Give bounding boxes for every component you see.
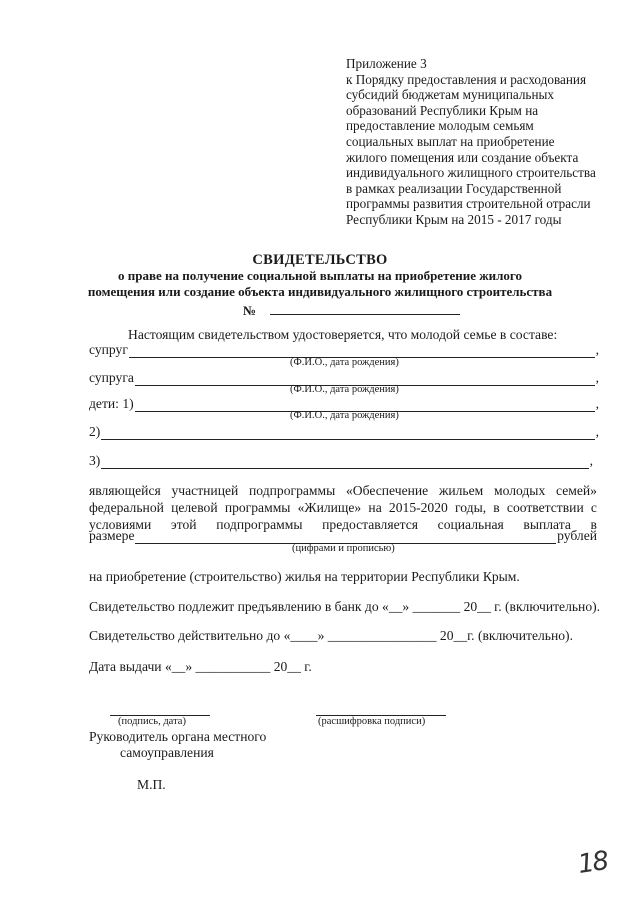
document-subtitle-line1: о праве на получение социальной выплаты на приобретение жилого [117,268,523,283]
word: социальная [437,517,504,532]
purpose-text: на приобретение (строительство) жилья на территории Республики Крым. [89,569,520,584]
word: предоставляется [322,517,418,532]
spouse-m-caption: (Ф.И.О., дата рождения) [290,357,399,368]
official-title-line1: Руководитель органа местного [89,729,267,744]
amount-field[interactable] [135,530,556,544]
signature-decode-caption: (расшифровка подписи) [318,716,426,727]
line-end: , [595,370,599,385]
word: выплата [523,517,571,532]
word: на [368,500,382,515]
appendix-line: предоставление молодым семьям [346,118,534,134]
appendix-line: программы развития строительной отрасли [346,196,591,212]
issue-date-text: Дата выдачи «__» ___________ 20__ г. [89,659,312,674]
program-line1 [89,483,597,499]
word: в [493,500,500,515]
spouse-f-caption: (Ф.И.О., дата рождения) [290,384,399,395]
child2-row [89,424,599,440]
line-end: , [595,396,599,411]
certificate-number [243,302,460,319]
submission-text: Свидетельство подлежит предъявлению в банк до «__» _______ 20__ г. (включительно). [89,599,601,614]
child2-field[interactable] [101,426,594,440]
number-field[interactable] [270,302,460,315]
word: этой [170,517,197,532]
line-end: , [595,424,599,439]
spouse-f-label: супруга [89,370,134,385]
appendix-line: жилого помещения или создание объекта [346,149,579,165]
word: в [590,517,597,532]
word: «Обеспечение [346,483,429,498]
word: программы [224,500,291,515]
word: годы, [455,500,487,515]
word: жильем [438,483,484,498]
child1-caption: (Ф.И.О., дата рождения) [290,410,399,421]
document-subtitle-line2: помещения или создание объекта индивидуального жилищного строительства [87,284,553,299]
word: являющейся [89,483,161,498]
program-line2 [89,500,597,516]
child3-field[interactable] [101,455,588,469]
seal-placeholder: М.П. [137,777,166,792]
word: подпрограммы [216,517,303,532]
child3-row [89,453,593,469]
amount-caption: (цифрами и прописью) [292,543,395,554]
amount-row [89,528,597,544]
number-sign: № [243,303,257,318]
word: «Жилище» [297,500,362,515]
line-end: , [589,453,593,468]
appendix-line: к Порядку предоставления и расходования [346,71,587,87]
spouse-m-label: супруг [89,342,128,357]
line-end: , [595,342,599,357]
appendix-line: в рамках реализации Государственной [346,180,562,196]
word: подпрограммы [249,483,336,498]
validity-text: Свидетельство действительно до «____» ________________ 20__г. (включительно). [89,628,573,643]
appendix-header [346,56,616,228]
appendix-line: индивидуального жилищного строительства [346,165,596,181]
spouse-m-row [89,342,599,358]
page-number: 18 [576,846,610,880]
document-title: СВИДЕТЕЛЬСТВО [252,252,388,268]
appendix-line: субсидий бюджетам муниципальных [346,87,554,103]
intro-text: Настоящим свидетельством удостоверяется, что молодой семье в составе: [128,327,558,342]
children-label: дети: 1) [89,396,134,411]
word: молодых [493,483,546,498]
appendix-line: социальных выплат на приобретение [346,133,555,149]
signature-caption: (подпись, дата) [118,716,186,727]
word: с [590,500,597,515]
word: условиями [89,517,152,532]
word: федеральной [89,500,164,515]
amount-label: размере [89,528,135,543]
child2-label: 2) [89,424,101,439]
appendix-line: Республики Крым на 2015 - 2017 годы [346,211,562,227]
child3-label: 3) [89,453,101,468]
spouse-m-field[interactable] [129,344,595,358]
appendix-line: Приложение 3 [346,56,427,71]
word: участницей [171,483,239,498]
official-title-line2: самоуправления [120,745,214,760]
amount-suffix: рублей [557,528,597,543]
appendix-line: образований Республики Крым на [346,102,539,118]
word: целевой [171,500,218,515]
word: семей» [556,483,597,498]
word: 2015-2020 [388,500,448,515]
word: соответствии [506,500,584,515]
